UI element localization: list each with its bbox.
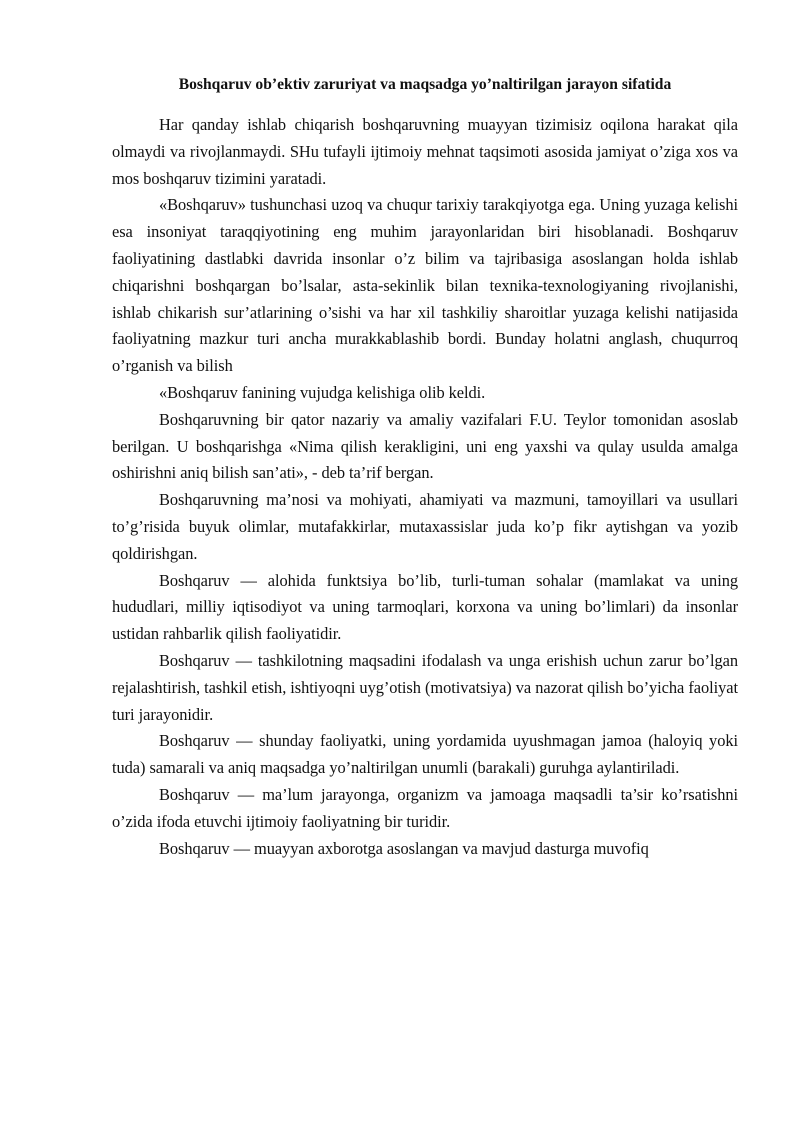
paragraph-2: «Boshqaruv» tushunchasi uzoq va chuqur tarixiy tarakqiyotga ega. Uning yuzaga kelishi esa insoniyat taraqqiyotining eng muhim jarayonlaridan biri hisoblanadi. Boshqaruv faoliyatining dastlabki davrida insonlar o’z bilim va tajribasiga asoslangan holda ishlab chiqarishni boshqargan bo’lsalar, asta-sekinlik bilan texnika-texnologiyaning rivojlanishi, ishlab chikarish sur’atlarining o’sishi va har xil tashkiliy sharoitlar yuzaga kelishi natijasida faoliyatning mazkur turi ancha murakkablashib bordi. Bunday holatni anglash, chuqurroq o’rganish va bilish: [112, 195, 738, 376]
document-title: Boshqaruv ob’ektiv zaruriyat va maqsadga yo’naltirilgan jarayon sifatida: [178, 76, 672, 93]
paragraph-3: «Boshqaruv fanining vujudga kelishiga olib keldi.: [159, 382, 486, 402]
paragraph-1: Har qanday ishlab chiqarish boshqaruvning muayyan tizimisiz oqilona harakat qila olmaydi va rivojlanmaydi. SHu tufayli ijtimoiy mehnat taqsimoti asosida jamiyat o’ziga xos va mos boshqaruv tizimini yaratadi.: [112, 115, 738, 188]
paragraph-7: Boshqaruv — tashkilotning maqsadini ifodalash va unga erishish uchun zarur bo’lgan rejalashtirish, tashkil etish, ishtiyoqni uyg’otish (motivatsiya) va nazorat qilish bo’yicha faoliyat turi jarayonidir.: [112, 650, 738, 724]
paragraph-10: Boshqaruv — muayyan axborotga asoslangan va mavjud dasturga muvofiq: [159, 838, 649, 858]
paragraph-4: Boshqaruvning bir qator nazariy va amaliy vazifalari F.U. Teylor tomonidan asoslab berilgan. U boshqarishga «Nima qilish kerakligini, uni eng yaxshi va qulay usulda amalga oshirishni aniq bilish san’ati», - deb ta’rif bergan.: [112, 409, 738, 483]
paragraph-8: Boshqaruv — shunday faoliyatki, uning yordamida uyushmagan jamoa (haloyiq yoki tuda) samarali va aniq maqsadga yo’naltirilgan unumli (barakali) guruhga aylantiriladi.: [112, 731, 738, 778]
paragraph-6: Boshqaruv — alohida funktsiya bo’lib, turli-tuman sohalar (mamlakat va uning hududlari, milliy iqtisodiyot va uning tarmoqlari, korxona va uning bo’limlari) da insonlar ustidan rahbarlik qilish faoliyatidir.: [112, 570, 738, 644]
paragraph-5: Boshqaruvning ma’nosi va mohiyati, ahamiyati va mazmuni, tamoyillari va usullari to’g’risida buyuk olimlar, mutafakkirlar, mutaxassislar juda ko’p fikr aytishgan va yozib qoldirishgan.: [112, 490, 738, 563]
paragraph-9: Boshqaruv — ma’lum jarayonga, organizm va jamoaga maqsadli ta’sir ko’rsatishni o’zida ifoda etuvchi ijtimoiy faoliyatning bir turidir.: [112, 784, 738, 831]
